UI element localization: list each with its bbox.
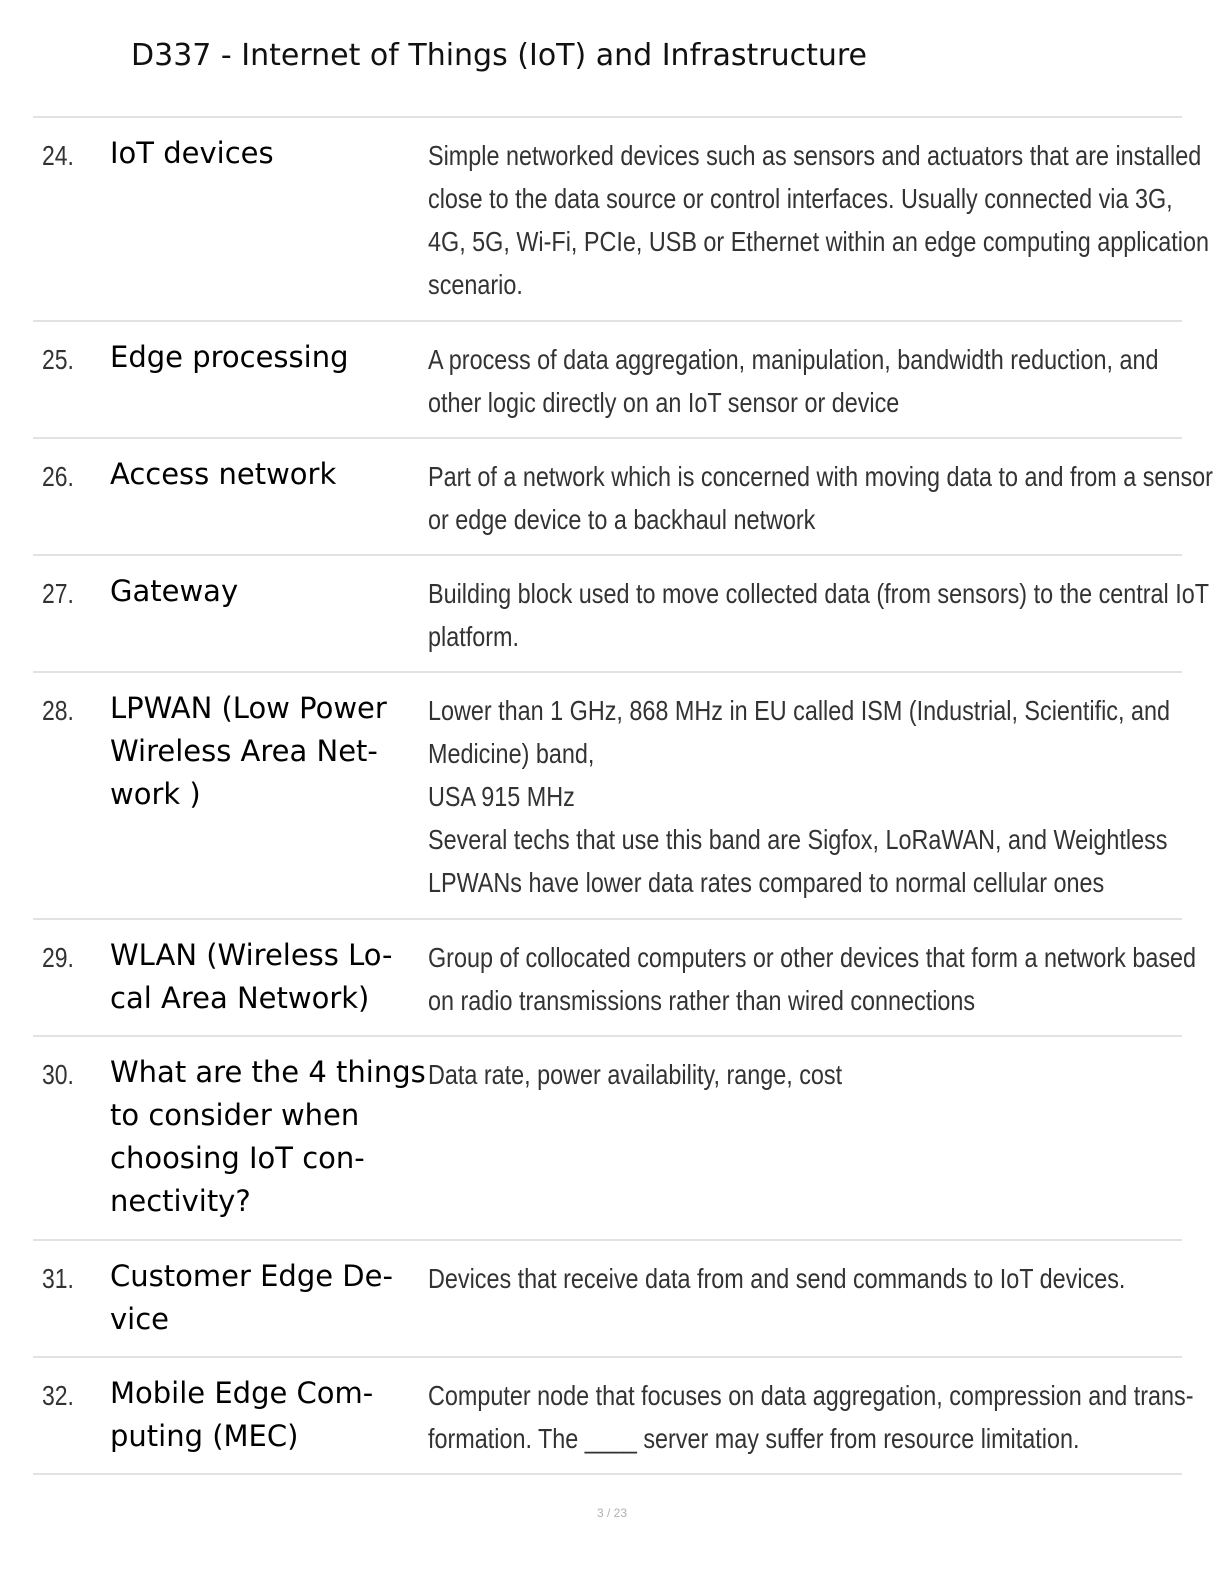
definition-line: formation. The ____ server may suffer from resource limitation. — [428, 1423, 1080, 1454]
card-term: Edge processing — [110, 340, 349, 374]
definition-line: LPWANs have lower data rates compared to normal cellular ones — [428, 867, 1105, 898]
card-definition — [428, 936, 1197, 1022]
definition-line: Simple networked devices such as sensors and actuators that are installed — [428, 140, 1202, 171]
card-definition — [428, 1374, 1194, 1460]
definition-line: Lower than 1 GHz, 868 MHz in EU called ISM (Industrial, Scientific, and — [428, 695, 1170, 726]
flashcard-24 — [33, 118, 1210, 322]
flashcard-26 — [33, 439, 1213, 556]
definition-line: other logic directly on an IoT sensor or device — [428, 387, 900, 418]
card-definition — [428, 689, 1178, 904]
flashcard-31 — [33, 1241, 1182, 1358]
card-number: 32. — [42, 1380, 74, 1411]
card-definition — [428, 1053, 1178, 1096]
definition-line: scenario. — [428, 269, 523, 300]
card-term: What are the 4 things to consider when choosing IoT con- nectivity? — [110, 1055, 426, 1218]
card-definition — [428, 338, 1178, 424]
flashcard-29 — [33, 920, 1197, 1037]
flashcard-30 — [33, 1037, 1182, 1241]
flashcard-32 — [33, 1358, 1194, 1475]
definition-line: USA 915 MHz — [428, 781, 575, 812]
card-number: 27. — [42, 578, 74, 609]
card-definition — [428, 455, 1213, 541]
card-term: Gateway — [110, 574, 239, 608]
definition-line: Computer node that focuses on data aggregation, compression and trans- — [428, 1380, 1194, 1411]
definition-line: close to the data source or control interfaces. Usually connected via 3G, — [428, 183, 1173, 214]
card-definition — [428, 134, 1210, 306]
definition-line: on radio transmissions rather than wired connections — [428, 985, 976, 1016]
definition-line: Building block used to move collected data (from sensors) to the central IoT — [428, 578, 1210, 609]
card-term: Access network — [110, 457, 337, 491]
card-number: 29. — [42, 942, 74, 973]
card-term: Customer Edge De- vice — [110, 1259, 393, 1336]
card-definition — [428, 1257, 1178, 1300]
card-number: 30. — [42, 1059, 74, 1090]
flashcard-27 — [33, 556, 1210, 673]
card-number: 26. — [42, 461, 74, 492]
definition-line: Data rate, power availability, range, cost — [428, 1059, 843, 1090]
card-term: LPWAN (Low Power Wireless Area Net- work ) — [110, 691, 387, 811]
card-definition — [428, 572, 1210, 658]
card-number: 24. — [42, 140, 74, 171]
card-number: 31. — [42, 1263, 74, 1294]
definition-line: Devices that receive data from and send commands to IoT devices. — [428, 1263, 1126, 1294]
definition-line: A process of data aggregation, manipulation, bandwidth reduction, and — [428, 344, 1159, 375]
definition-line: platform. — [428, 621, 519, 652]
definition-line: Several techs that use this band are Sigfox, LoRaWAN, and Weightless — [428, 824, 1168, 855]
flashcard-25 — [33, 322, 1182, 439]
card-term: WLAN (Wireless Lo- cal Area Network) — [110, 938, 393, 1015]
definition-line: 4G, 5G, Wi-Fi, PCIe, USB or Ethernet within an edge computing application — [428, 226, 1210, 257]
flashcard-28 — [33, 673, 1182, 920]
page-number: 3 / 23 — [596, 1506, 628, 1520]
definition-line: Part of a network which is concerned with moving data to and from a sensor — [428, 461, 1213, 492]
definition-line: Group of collocated computers or other devices that form a network based — [428, 942, 1197, 973]
definition-line: or edge device to a backhaul network — [428, 504, 816, 535]
definition-line: Medicine) band, — [428, 738, 595, 769]
page-title: D337 - Internet of Things (IoT) and Infrastructure — [131, 38, 867, 73]
card-term: Mobile Edge Com- puting (MEC) — [110, 1376, 374, 1453]
card-number: 25. — [42, 344, 74, 375]
card-term: IoT devices — [110, 136, 274, 170]
card-number: 28. — [42, 695, 74, 726]
